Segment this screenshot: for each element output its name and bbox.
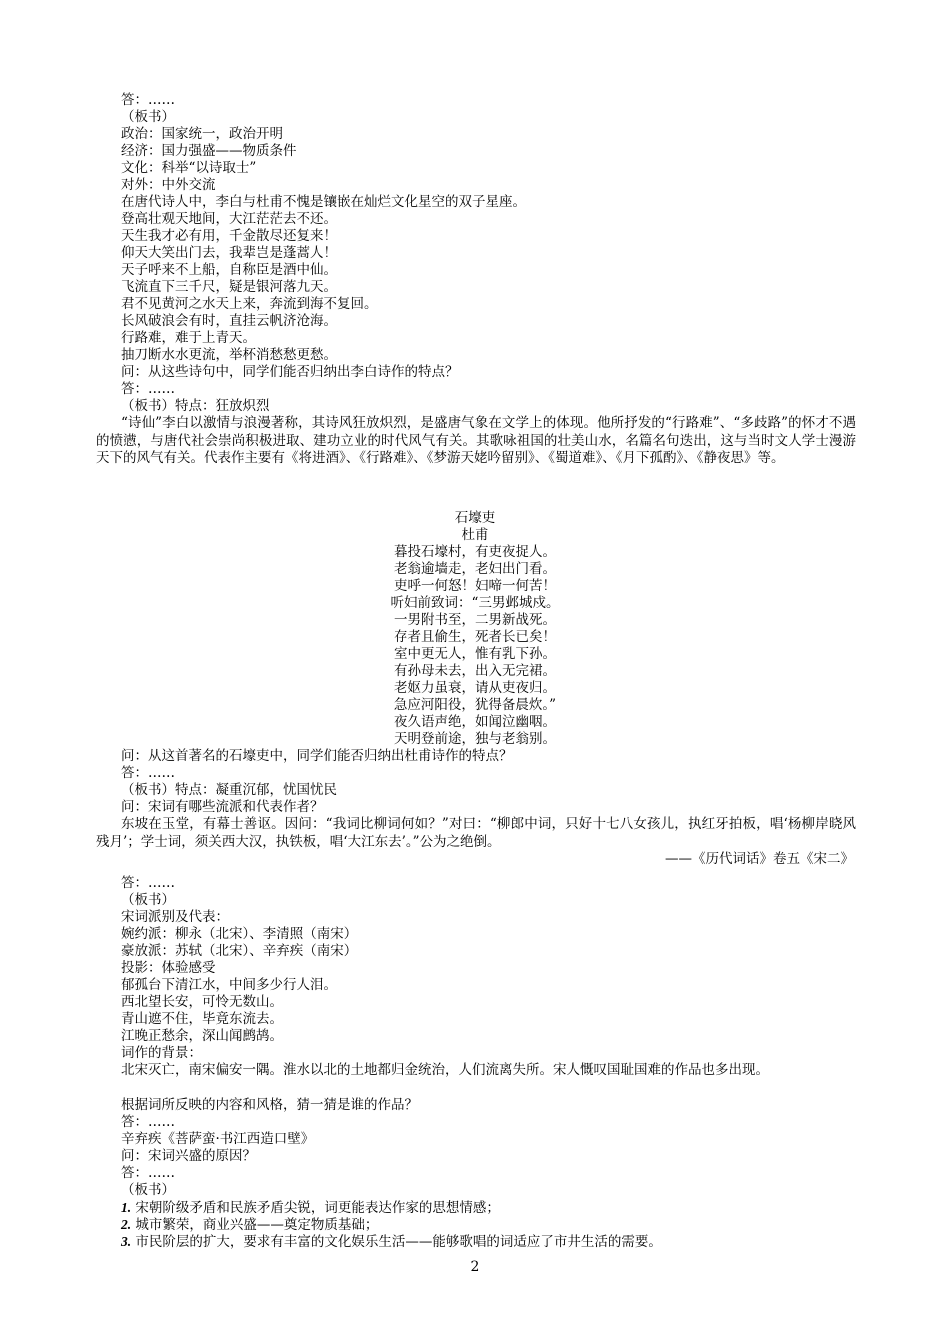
poem-line: 老翁逾墙走，老妇出门看。 bbox=[394, 561, 556, 577]
reason-text: 市民阶层的扩大，要求有丰富的文化娱乐生活——能够歌唱的词适应了市井生活的需要。 bbox=[135, 1234, 662, 1250]
reason-item bbox=[121, 1233, 662, 1251]
question-line: 问：从这些诗句中，同学们能否归纳出李白诗作的特点？ bbox=[121, 364, 459, 380]
reason-text: 宋朝阶级矛盾和民族矛盾尖锐，词更能表达作家的思想情感； bbox=[135, 1200, 500, 1216]
poem-line: 青山遮不住，毕竟东流去。 bbox=[121, 1011, 283, 1027]
text-line: 政治：国家统一，政治开明 bbox=[121, 126, 283, 142]
background-paragraph: 北宋灭亡，南宋偏安一隅。淮水以北的土地都归金统治，人们流离失所。宋人慨叹国耻国难的作品也多出现。 bbox=[121, 1062, 769, 1078]
question-line: 问：宋词有哪些流派和代表作者？ bbox=[121, 799, 324, 815]
page-number: 2 bbox=[470, 1259, 480, 1275]
reason-number: 1. bbox=[121, 1200, 132, 1215]
poem-line: 长风破浪会有时，直挂云帆济沧海。 bbox=[121, 313, 337, 329]
question-line: 问：宋词兴盛的原因？ bbox=[121, 1148, 256, 1164]
school-haofang: 豪放派：苏轼（北宋）、辛弃疾（南宋） bbox=[121, 943, 358, 959]
poem-line: 存者且偷生，死者长已矣！ bbox=[394, 629, 556, 645]
poem-line: 天明登前途，独与老翁别。 bbox=[394, 731, 556, 747]
poem-line: 室中更无人，惟有乳下孙。 bbox=[394, 646, 556, 662]
reason-number: 3. bbox=[121, 1234, 132, 1249]
poem-line: 暮投石壕村，有吏夜捉人。 bbox=[394, 544, 556, 560]
reason-item bbox=[121, 1216, 378, 1234]
text-line: 经济：国力强盛——物质条件 bbox=[121, 143, 297, 159]
source-citation: ——《历代词话》卷五《宋二》 bbox=[665, 851, 854, 867]
text-line: 词作的背景： bbox=[121, 1045, 202, 1061]
board-heading: （板书） bbox=[121, 1182, 175, 1198]
text-line: 投影：体验感受 bbox=[121, 960, 216, 976]
poem-line: 郁孤台下清江水，中间多少行人泪。 bbox=[121, 977, 337, 993]
poem-line: 有孙母未去，出入无完裙。 bbox=[394, 663, 556, 679]
board-heading: （板书） bbox=[121, 892, 175, 908]
poem-author: 杜甫 bbox=[461, 527, 489, 543]
board-line: （板书）特点：凝重沉郁，忧国忧民 bbox=[121, 782, 337, 798]
reason-item bbox=[121, 1199, 500, 1217]
poem-line: 飞流直下三千尺，疑是银河落九天。 bbox=[121, 279, 337, 295]
poem-line: 听妇前致词：“三男邺城戍。 bbox=[390, 595, 560, 611]
board-heading: （板书） bbox=[121, 109, 175, 125]
question-line: 问：从这首著名的石壕吏中，同学们能否归纳出杜甫诗作的特点？ bbox=[121, 748, 513, 764]
poem-line: 吏呼一何怒！妇啼一何苦！ bbox=[394, 578, 556, 594]
answer-line: 答：…… bbox=[121, 92, 175, 108]
answer-line: 答：…… bbox=[121, 1114, 175, 1130]
poem-line: 天生我才必有用，千金散尽还复来！ bbox=[121, 228, 337, 244]
dongpo-paragraph: 东坡在玉堂，有幕士善讴。因问：“我词比柳词何如？”对曰：“柳郎中词，只好十七八女孩儿，执红牙拍板，唱‘杨柳岸晓风残月’；学士词，须关西大汉，执铁板，唱‘大江东去’。”公为之绝倒。 bbox=[96, 816, 856, 850]
poem-title: 石壕吏 bbox=[454, 510, 496, 526]
poem-line: 天子呼来不上船，自称臣是酒中仙。 bbox=[121, 262, 337, 278]
reason-text: 城市繁荣，商业兴盛——奠定物质基础； bbox=[135, 1217, 379, 1233]
text-line: 宋词派别及代表： bbox=[121, 909, 229, 925]
school-wanyue: 婉约派：柳永（北宋）、李清照（南宋） bbox=[121, 926, 358, 942]
poem-line: 抽刀断水水更流，举杯消愁愁更愁。 bbox=[121, 347, 337, 363]
answer-line: 答：…… bbox=[121, 875, 175, 891]
poem-line: 仰天大笑出门去，我辈岂是蓬蒿人！ bbox=[121, 245, 337, 261]
libai-paragraph: “诗仙”李白以激情与浪漫著称，其诗风狂放炽烈，是盛唐气象在文学上的体现。他所抒发的“行路难”、“多歧路”的怀才不遇的愤懑，与唐代社会崇尚积极进取、建功立业的时代风气有关。其歌咏祖国的壮美山水，名篇名句迭出，这与当时文人学士漫游天下的风气有关。代表作主要有《将进酒》、《行路难》、《梦游天姥吟留别》、《蜀道难》、《月下孤酌》、《静夜思》等。 bbox=[96, 415, 856, 466]
poem-line: 江晚正愁余，深山闻鹧鸪。 bbox=[121, 1028, 283, 1044]
answer-line: 答：…… bbox=[121, 765, 175, 781]
text-line: 在唐代诗人中，李白与杜甫不愧是镶嵌在灿烂文化星空的双子星座。 bbox=[121, 194, 526, 210]
reason-number: 2. bbox=[121, 1217, 132, 1232]
poem-line: 夜久语声绝，如闻泣幽咽。 bbox=[394, 714, 556, 730]
board-line: （板书）特点：狂放炽烈 bbox=[121, 398, 270, 414]
text-line: 辛弃疾《菩萨蛮·书江西造口壁》 bbox=[121, 1131, 315, 1147]
poem-line: 急应河阳役，犹得备晨炊。” bbox=[393, 697, 557, 713]
poem-line: 一男附书至，二男新战死。 bbox=[394, 612, 556, 628]
poem-line: 君不见黄河之水天上来，奔流到海不复回。 bbox=[121, 296, 378, 312]
poem-line: 西北望长安，可怜无数山。 bbox=[121, 994, 283, 1010]
text-line: 对外：中外交流 bbox=[121, 177, 216, 193]
answer-line: 答：…… bbox=[121, 1165, 175, 1181]
question-line: 根据词所反映的内容和风格，猜一猜是谁的作品？ bbox=[121, 1097, 418, 1113]
poem-line: 行路难，难于上青天。 bbox=[121, 330, 256, 346]
poem-line: 老妪力虽衰，请从吏夜归。 bbox=[394, 680, 556, 696]
poem-line: 登高壮观天地间，大江茫茫去不还。 bbox=[121, 211, 337, 227]
answer-line: 答：…… bbox=[121, 381, 175, 397]
text-line: 文化：科举“以诗取士” bbox=[121, 160, 257, 176]
